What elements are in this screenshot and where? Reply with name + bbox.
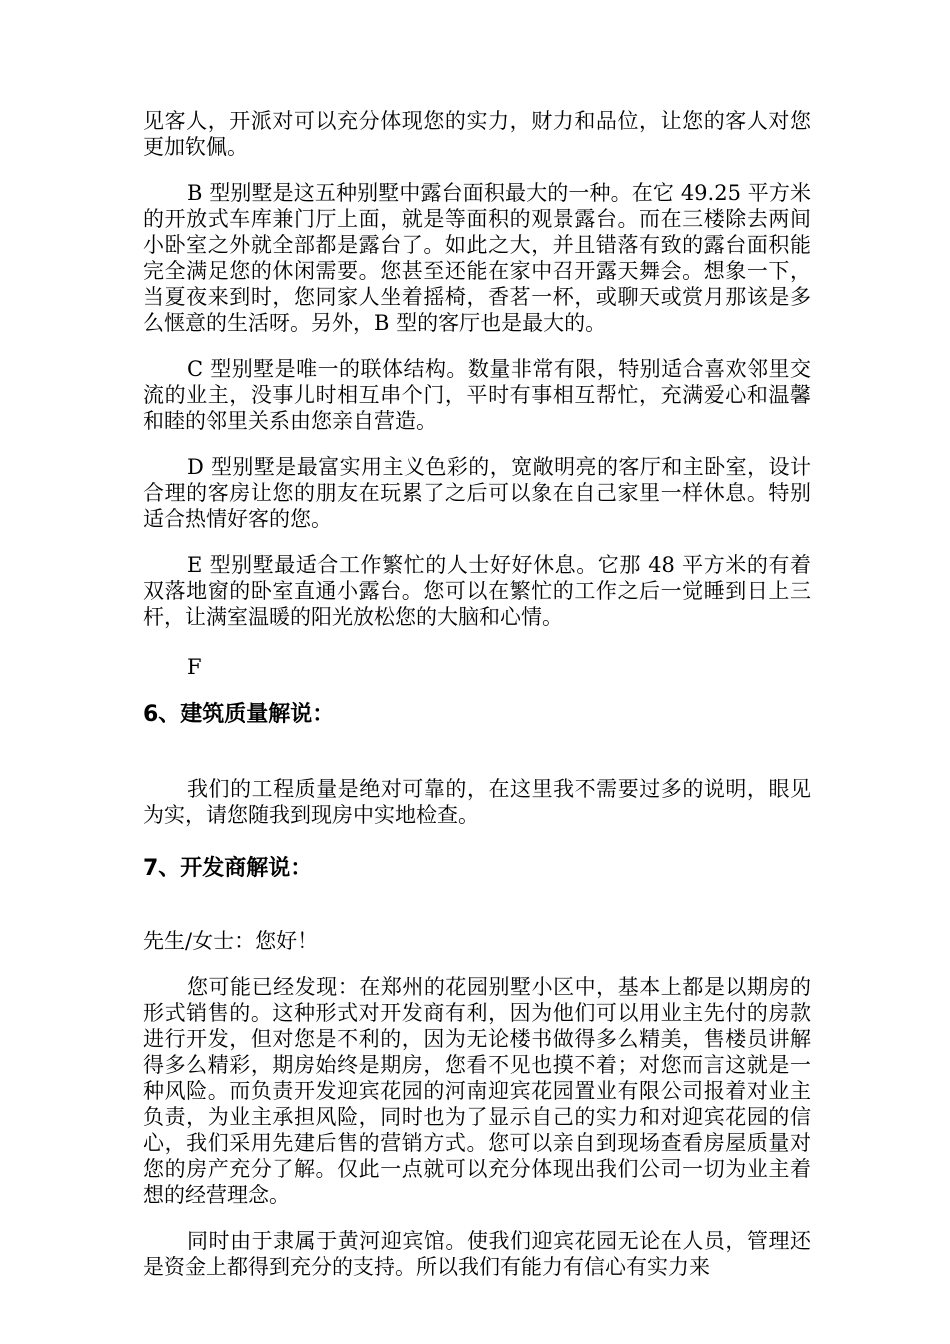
paragraph-type-b: B 型别墅是这五种别墅中露台面积最大的一种。在它 49.25 平方米的开放式车库兼门厅上面，就是等面积的观景露台。而在三楼除去两间小卧室之外就全部都是露台了。如此之大，并且错落有致的露台面积能完全满足您的休闲需要。您甚至还能在家中召开露天舞会。想象一下，当夏夜来到时，您同家人坐着摇椅，香茗一杯，或聊天或赏月那该是多么惬意的生活呀。另外，B 型的客厅也是最大的。 <box>143 181 811 335</box>
paragraph-type-c: C 型别墅是唯一的联体结构。数量非常有限，特别适合喜欢邻里交流的业主，没事儿时相互串个门，平时有事相互帮忙，充满爱心和温馨和睦的邻里关系由您亲自营造。 <box>143 357 811 433</box>
paragraph-developer-2: 同时由于隶属于黄河迎宾馆。使我们迎宾花园无论在人员，管理还是资金上都得到充分的支持。所以我们有能力有信心有实力来 <box>143 1229 811 1279</box>
paragraph-type-e: E 型别墅最适合工作繁忙的人士好好休息。它那 48 平方米的有着双落地窗的卧室直通小露台。您可以在繁忙的工作之后一觉睡到日上三杆，让满室温暖的阳光放松您的大脑和心情。 <box>143 553 811 629</box>
paragraph-developer-1: 您可能已经发现：在郑州的花园别墅小区中，基本上都是以期房的形式销售的。这种形式对开发商有利，因为他们可以用业主先付的房款进行开发，但对您是不利的，因为无论楼书做得多么精美，售楼员讲解得多么精彩，期房始终是期房，您看不见也摸不着；对您而言这就是一种风险。而负责开发迎宾花园的河南迎宾花园置业有限公司报着对业主负责，为业主承担风险，同时也为了显示自己的实力和对迎宾花园的信心，我们采用先建后售的营销方式。您可以亲自到现场查看房屋质量对您的房产充分了解。仅此一点就可以充分体现出我们公司一切为业主着想的经营理念。 <box>143 975 811 1207</box>
paragraph-intro: 见客人，开派对可以充分体现您的实力，财力和品位，让您的客人对您更加钦佩。 <box>143 109 811 159</box>
paragraph-type-f: F <box>187 655 202 679</box>
section-heading-6: 6、建筑质量解说： <box>143 702 335 727</box>
paragraph-greeting: 先生/女士：您好！ <box>143 929 319 953</box>
section-heading-7: 7、开发商解说： <box>143 856 313 881</box>
document-page <box>143 108 811 1280</box>
paragraph-quality: 我们的工程质量是绝对可靠的，在这里我不需要过多的说明，眼见为实，请您随我到现房中实地检查。 <box>143 777 811 827</box>
paragraph-type-d: D 型别墅是最富实用主义色彩的，宽敞明亮的客厅和主卧室，设计合理的客房让您的朋友在玩累了之后可以象在自己家里一样休息。特别适合热情好客的您。 <box>143 455 811 531</box>
